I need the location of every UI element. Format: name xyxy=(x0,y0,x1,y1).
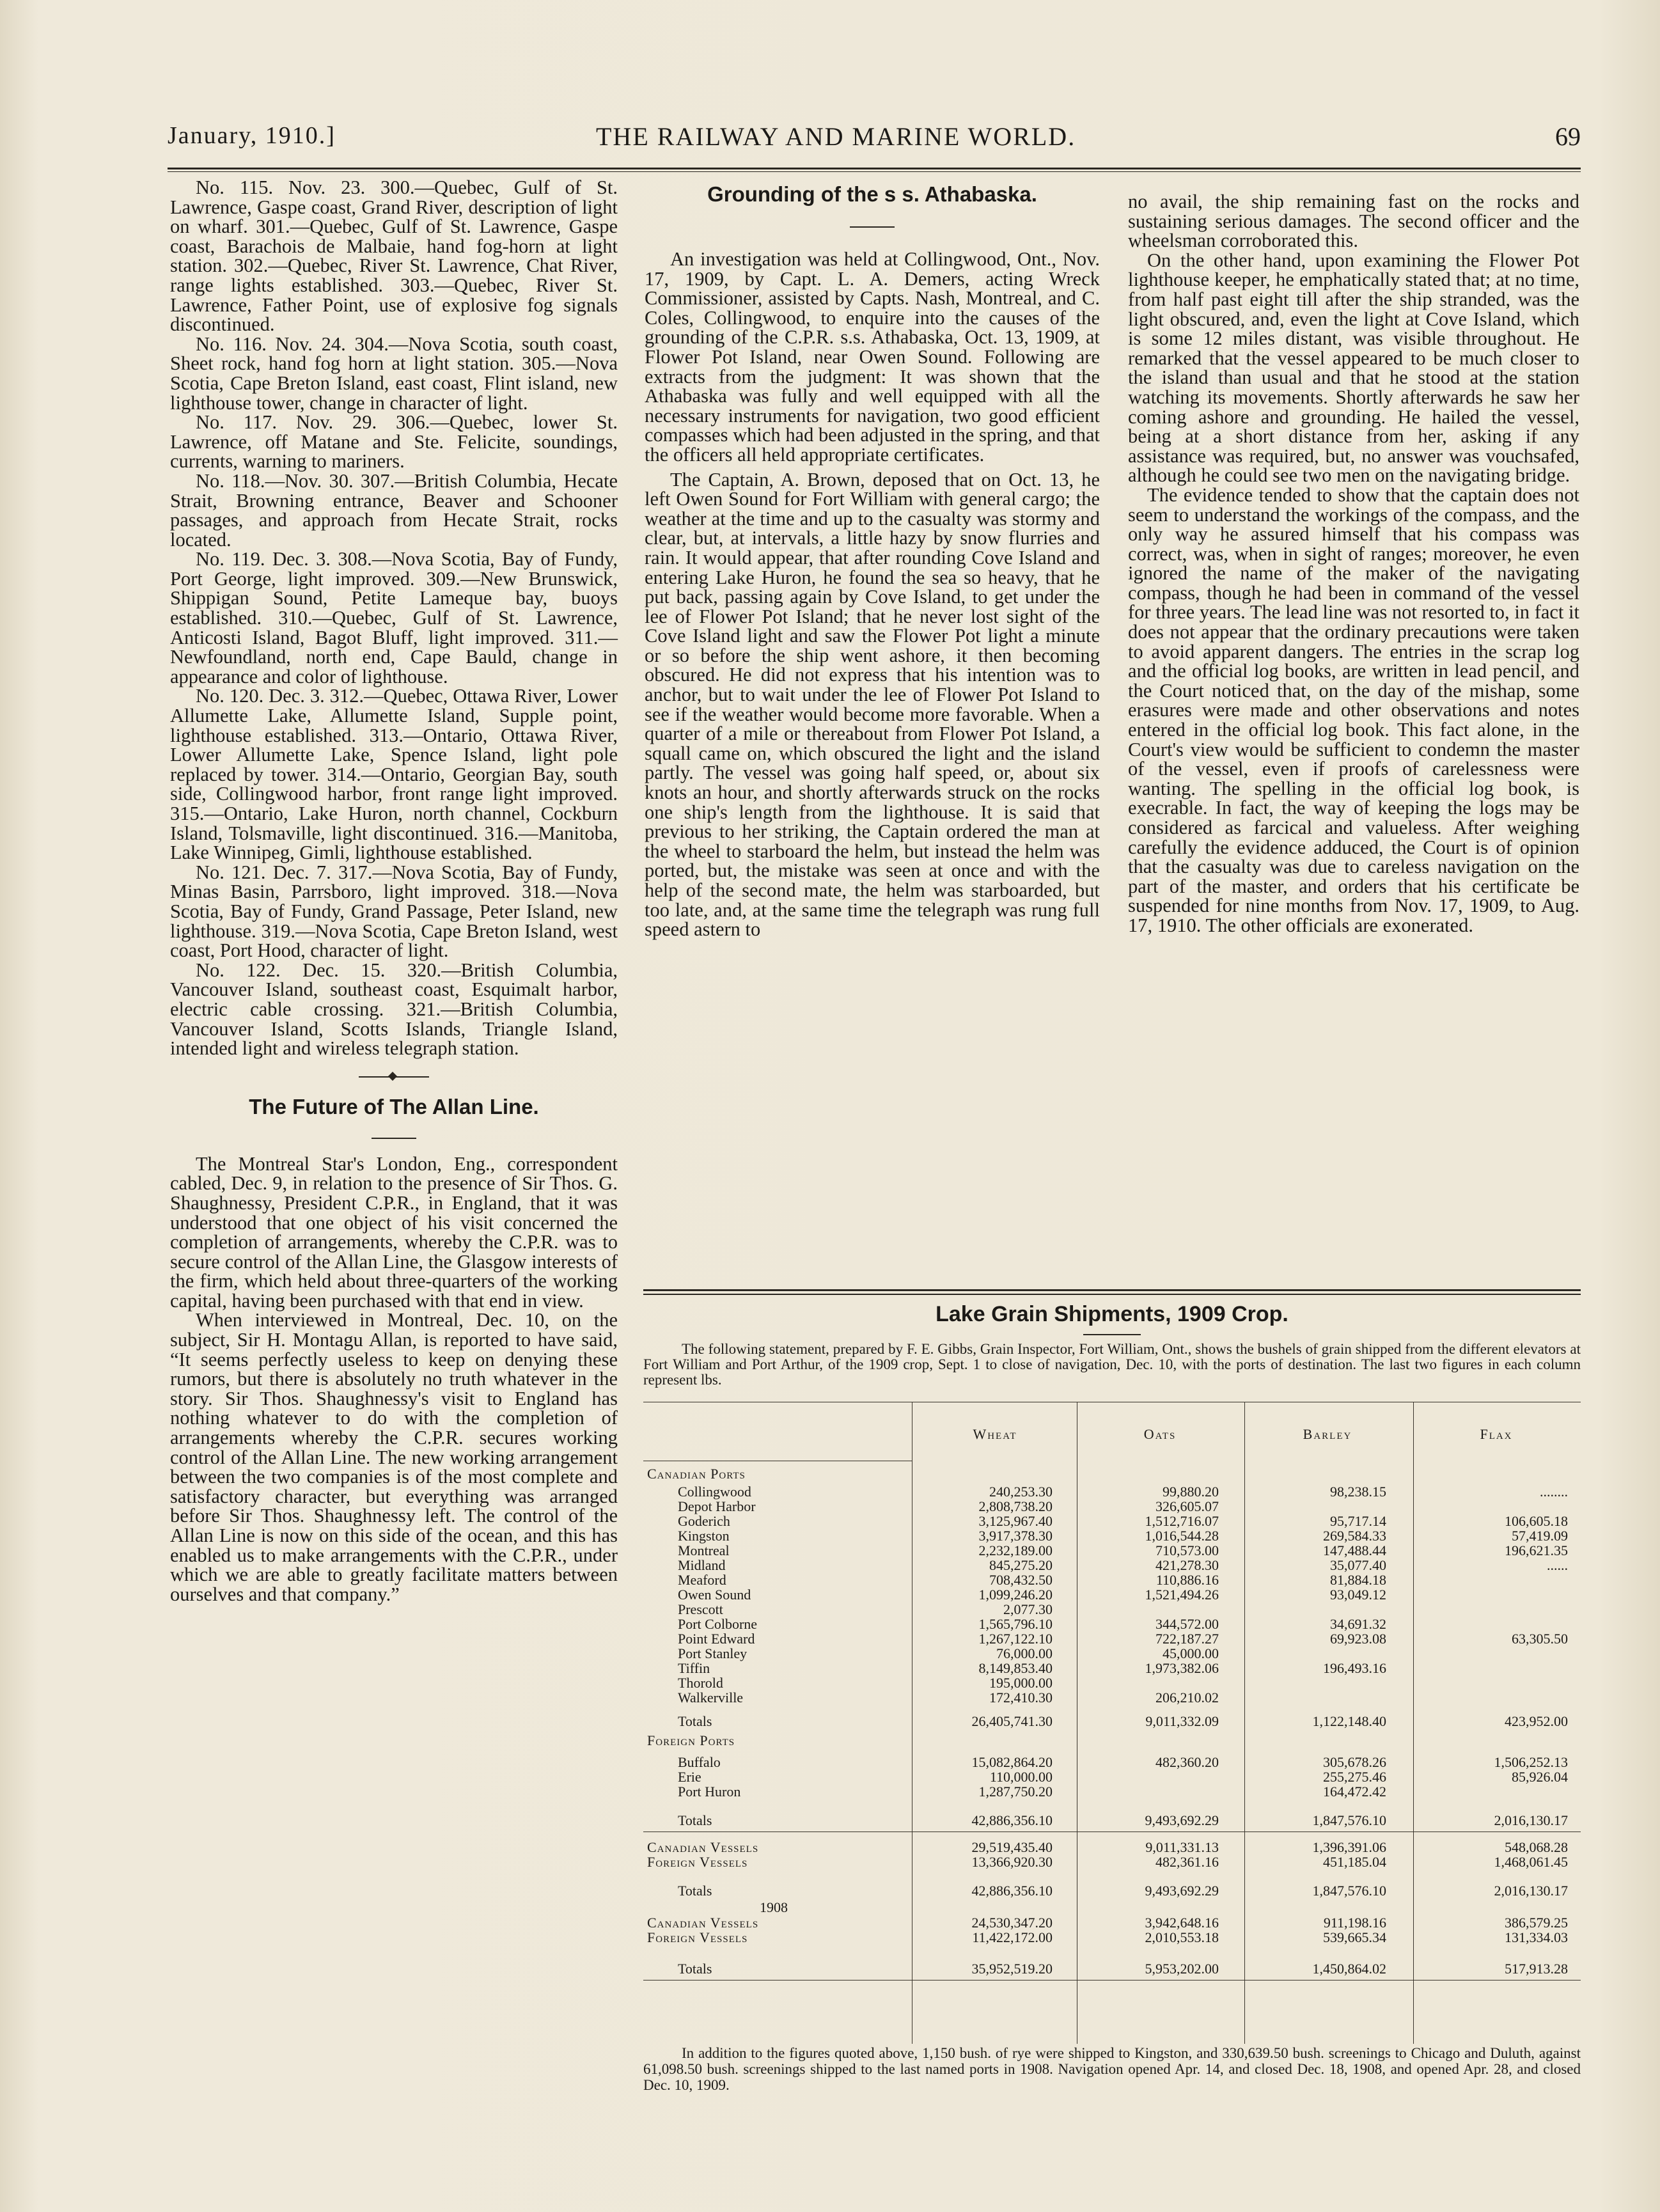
cell-oats: 1,521,494.26 xyxy=(1145,1587,1219,1603)
cell-wheat: 29,519,435.40 xyxy=(971,1839,1053,1855)
athabaska-heading: Grounding of the s s. Athabaska. xyxy=(707,182,1037,206)
cell-barley: 1,122,148.40 xyxy=(1312,1713,1386,1729)
cell-wheat: 24,530,347.20 xyxy=(971,1915,1053,1931)
cell-oats: 421,278.30 xyxy=(1155,1557,1219,1573)
heading-rule xyxy=(1083,1334,1141,1335)
row-label: Prescott xyxy=(678,1601,723,1617)
cell-oats: 482,360.20 xyxy=(1155,1754,1219,1770)
cell-flax: 63,305.50 xyxy=(1512,1631,1568,1647)
cell-flax: 423,952.00 xyxy=(1505,1713,1568,1729)
athabaska-paragraph: An investigation was held at Collingwood, Ont., Nov. 17, 1909, by Capt. L. A. Demers, acting Wreck Commissioner, assisted by Capts. Nash, Montreal, and C. Coles, Collingwood, to enquire into the causes of the grounding of the C.P.R. s.s. Athabaska, Oct. 13, 1909, at Flower Pot Island, near Owen Sound. Following are extracts from the judgment: It was shown that the Athabaska was fully and well equipped with all the necessary instruments for navigation, two good efficient compasses which had been adjusted in the spring, and that the officers all held appropriate certificates. xyxy=(645,248,1100,466)
cell-wheat: 8,149,853.40 xyxy=(978,1660,1053,1676)
column-header-wheat: Wheat xyxy=(973,1426,1017,1442)
cell-barley: 305,678.26 xyxy=(1323,1754,1386,1770)
cell-flax: 2,016,130.17 xyxy=(1494,1812,1568,1828)
cell-barley: 255,275.46 xyxy=(1323,1769,1386,1785)
foreign-ports-label: Foreign Ports xyxy=(647,1732,735,1748)
heading-rule xyxy=(372,1138,416,1139)
cell-oats: 1,973,382.06 xyxy=(1145,1660,1219,1676)
cell-wheat: 3,125,967.40 xyxy=(978,1513,1053,1529)
row-label: Canadian Vessels xyxy=(647,1915,759,1931)
cell-oats: 1,512,716.07 xyxy=(1145,1513,1219,1529)
cell-barley: 196,493.16 xyxy=(1323,1660,1386,1676)
cell-flax: 386,579.25 xyxy=(1505,1915,1568,1931)
column-header-barley: Barley xyxy=(1303,1426,1352,1442)
cell-flax: 1,506,252.13 xyxy=(1494,1754,1568,1770)
cell-wheat: 240,253.30 xyxy=(989,1484,1053,1500)
notice-paragraph: No. 119. Dec. 3. 308.—Nova Scotia, Bay of Fundy, Port George, light improved. 309.—New Brunswick, Shippigan Sound, Petite Lameque bay, buoys established. 310.—Quebec, Gulf of St. Lawrence, Anticosti Island, Bagot Bluff, light improved. 311.—Newfoundland, north end, Cape Bauld, change in appearance and color of lighthouse. xyxy=(170,548,618,687)
cell-flax: 1,468,061.45 xyxy=(1494,1854,1568,1870)
cell-wheat: 1,099,246.20 xyxy=(978,1587,1053,1603)
cell-wheat: 35,952,519.20 xyxy=(971,1961,1053,1977)
notice-paragraph: No. 120. Dec. 3. 312.—Quebec, Ottawa River, Lower Allumette Lake, Allumette Island, Supple point, lighthouse established. 313.—Ontario, Ottawa River, Lower Allumette Lake, Spence Island, light pole replaced by tower. 314.—Ontario, Georgian Bay, south side, Collingwood harbor, front range light improved. 315.—Ontario, Lake Huron, north channel, Cockburn Island, Tolsmaville, light discontinued. 316.—Manitoba, Lake Winnipeg, Gimli, lighthouse established. xyxy=(170,685,618,864)
cell-barley: 1,847,576.10 xyxy=(1312,1812,1386,1828)
row-label: Port Huron xyxy=(678,1784,741,1800)
row-label: Foreign Vessels xyxy=(647,1854,748,1870)
cell-wheat: 1,287,750.20 xyxy=(978,1784,1053,1800)
row-label: Owen Sound xyxy=(678,1587,751,1603)
athabaska-paragraph: The evidence tended to show that the captain does not seem to understand the workings of the compass, and the only way he assured himself that his compass was correct, was, when in sight of ranges; moreover, he even ignored the name of the maker of the navigating compass, though he had been in command of the vessel for three years. The lead line was not resorted to, in fact it does not appear that the ordinary precautions were taken to avoid apparent dangers. The entries in the scrap log and the official log books, are written in lead pencil, and the Court noticed that, on the day of the mishap, some erasures were made and other observations and notes entered in the official log book. This fact alone, in the Court's view would be sufficient to condemn the master of the vessel, even if proofs of carelessness were wanting. The spelling in the official log book, is execrable. In fact, the way of keeping the logs may be considered as farcical and valueless. After weighing carefully the evidence adduced, the Court is of opinion that the casualty was due to careless navigation on the part of the master, and orders that his certificate be suspended for nine months from Nov. 17, 1909, to Aug. 17, 1910. The other officials are exonerated. xyxy=(1128,483,1579,936)
cell-oats: 2,010,553.18 xyxy=(1145,1929,1219,1945)
row-label: Walkerville xyxy=(678,1690,744,1706)
cell-flax: ........ xyxy=(1540,1484,1568,1500)
row-label: Totals xyxy=(678,1961,712,1977)
cell-wheat: 13,366,920.30 xyxy=(971,1854,1053,1870)
row-label: Point Edward xyxy=(678,1631,755,1647)
notice-paragraph: No. 117. Nov. 29. 306.—Quebec, lower St. Lawrence, off Matane and Ste. Felicite, soundings, currents, warning to mariners. xyxy=(170,411,618,473)
cell-barley: 1,396,391.06 xyxy=(1312,1839,1386,1855)
grain-footnote: In addition to the figures quoted above, 1,150 bush. of rye were shipped to Kingston, and 330,639.50 bush. screenings to Chicago and Duluth, against 61,098.50 bush. screenings shipped to the last named ports in 1908. Navigation opened Apr. 14, and closed Dec. 18, 1908, and opened Apr. 28, and closed Dec. 10, 1909. xyxy=(643,2045,1581,2093)
cell-wheat: 76,000.00 xyxy=(996,1645,1053,1661)
cell-barley: 147,488.44 xyxy=(1323,1542,1386,1558)
cell-wheat: 42,886,356.10 xyxy=(971,1883,1053,1899)
allan-paragraph: The Montreal Star's London, Eng., correspondent cabled, Dec. 9, in relation to the presence of Sir Thos. G. Shaughnessy, President C.P.R., in England, that it was understood that one object of his visit concerned the completion of arrangements, whereby the C.P.R. was to secure control of the Allan Line, the Glasgow interests of the firm, which held about three-quarters of the working capital, having been purchased with that end in view. xyxy=(170,1152,618,1312)
cell-barley: 98,238.15 xyxy=(1330,1484,1386,1500)
running-header xyxy=(168,122,1581,160)
row-label: Totals xyxy=(678,1883,712,1899)
row-label: Thorold xyxy=(678,1675,723,1691)
double-rule xyxy=(643,1289,1581,1295)
cell-oats: 99,880.20 xyxy=(1163,1484,1219,1500)
cell-wheat: 26,405,741.30 xyxy=(971,1713,1053,1729)
cell-oats: 9,493,692.29 xyxy=(1145,1812,1219,1828)
athabaska-paragraph: On the other hand, upon examining the Flower Pot lighthouse keeper, he emphatically stated that; at no time, from half past eight till after the ship stranded, was the light obscured, and, even the light at Cove Island, which is some 12 miles distant, was visible throughout. He remarked that the vessel appeared to be much closer to the island than usual and that he stood at the station watching its movements. Shortly afterwards he saw her coming ashore and grounding. He hailed the vessel, being at a short distance from her, asking if any assistance was required, but, no answer was vouchsafed, although he could see two men on the navigating bridge. xyxy=(1128,249,1579,487)
cell-oats: 344,572.00 xyxy=(1155,1616,1219,1632)
table-rule xyxy=(643,1980,1581,1981)
cell-wheat: 2,232,189.00 xyxy=(978,1542,1053,1558)
cell-barley: 1,450,864.02 xyxy=(1312,1961,1386,1977)
notice-paragraph: No. 116. Nov. 24. 304.—Nova Scotia, south coast, Sheet rock, hand fog horn at light station. 305.—Nova Scotia, Cape Breton Island, east coast, Flint island, new lighthouse tower, change in character of light. xyxy=(170,333,618,414)
header-rule xyxy=(168,168,1581,172)
cell-wheat: 195,000.00 xyxy=(989,1675,1053,1691)
header-date: January, 1910.] xyxy=(168,122,336,149)
cell-wheat: 1,267,122.10 xyxy=(978,1631,1053,1647)
cell-barley: 81,884.18 xyxy=(1330,1572,1386,1588)
cell-flax: 106,605.18 xyxy=(1505,1513,1568,1529)
cell-barley: 164,472.42 xyxy=(1323,1784,1386,1800)
cell-barley: 451,185.04 xyxy=(1323,1854,1386,1870)
canadian-ports-label: Canadian Ports xyxy=(647,1466,746,1482)
cell-wheat: 3,917,378.30 xyxy=(978,1528,1053,1544)
column-athabaska-continued xyxy=(1128,192,1579,936)
section-divider xyxy=(359,1076,429,1078)
grain-table xyxy=(643,1402,1581,2041)
notice-paragraph: No. 115. Nov. 23. 300.—Quebec, Gulf of St. Lawrence, Gaspe coast, Grand River, description of light on wharf. 301.—Quebec, Gulf of St. Lawrence, Gaspe coast, Barachois de Malbaie, hand fog-horn at light station. 302.—Quebec, River St. Lawrence, Chat River, range lights established. 303.—Quebec, River St. Lawrence, Father Point, use of explosive fog signals discontinued. xyxy=(170,176,618,336)
row-label: Depot Harbor xyxy=(678,1498,756,1514)
heading-rule xyxy=(850,226,895,228)
cell-wheat: 11,422,172.00 xyxy=(972,1929,1053,1945)
cell-oats: 5,953,202.00 xyxy=(1145,1961,1219,1977)
row-label: Erie xyxy=(678,1769,701,1785)
row-label: Port Stanley xyxy=(678,1645,748,1661)
header-title: THE RAILWAY AND MARINE WORLD. xyxy=(596,122,1076,151)
cell-flax: 85,926.04 xyxy=(1512,1769,1568,1785)
column-header-flax: Flax xyxy=(1480,1426,1513,1442)
cell-wheat: 15,082,864.20 xyxy=(971,1754,1053,1770)
cell-barley: 1,847,576.10 xyxy=(1312,1883,1386,1899)
cell-wheat: 110,000.00 xyxy=(989,1769,1053,1785)
row-label: Port Colborne xyxy=(678,1616,758,1632)
row-label: Midland xyxy=(678,1557,726,1573)
cell-wheat: 2,808,738.20 xyxy=(978,1498,1053,1514)
notice-paragraph: No. 121. Dec. 7. 317.—Nova Scotia, Bay of Fundy, Minas Basin, Parrsboro, light improved. 318.—Nova Scotia, Bay of Fundy, Grand Passage, Peter Island, new lighthouse. 319.—Nova Scotia, Cape Breton Island, west coast, Port Hood, character of light. xyxy=(170,861,618,962)
cell-barley: 93,049.12 xyxy=(1330,1587,1386,1603)
row-label: Buffalo xyxy=(678,1754,721,1770)
row-label: Montreal xyxy=(678,1542,730,1558)
allan-paragraph: When interviewed in Montreal, Dec. 10, on the subject, Sir H. Montagu Allan, is reported to have said, “It seems perfectly useless to keep on denying these rumors, but there is absolutely no truth whatever in the story. Sir Thos. Shaughnessy's visit to England has nothing whatever to do with the completion of arrangements whereby the C.P.R. secures working control of the Allan Line. The new working arrangement between the two companies is of the most complete and satisfactory character, but everything was arranged before Sir Thos. Shaughnessy left. The control of the Allan Line is now on this side of the ocean, and this has enabled us to make arrangements with the C.P.R., under which we are able to greatly facilitate matters between ourselves and that company.” xyxy=(170,1309,618,1605)
cell-flax: 131,334.03 xyxy=(1505,1929,1568,1945)
row-label: Foreign Vessels xyxy=(647,1929,748,1945)
allan-line-heading: The Future of The Allan Line. xyxy=(249,1094,539,1118)
cell-wheat: 1,565,796.10 xyxy=(978,1616,1053,1632)
cell-oats: 110,886.16 xyxy=(1155,1572,1219,1588)
cell-wheat: 845,275.20 xyxy=(989,1557,1053,1573)
cell-flax: 548,068.28 xyxy=(1505,1839,1568,1855)
cell-wheat: 2,077.30 xyxy=(1003,1601,1053,1617)
cell-oats: 45,000.00 xyxy=(1163,1645,1219,1661)
cell-flax: 57,419.09 xyxy=(1512,1528,1568,1544)
cell-oats: 482,361.16 xyxy=(1155,1854,1219,1870)
cell-wheat: 42,886,356.10 xyxy=(971,1812,1053,1828)
row-label: Canadian Vessels xyxy=(647,1839,759,1855)
cell-oats: 1,016,544.28 xyxy=(1145,1528,1219,1544)
column-header-oats: Oats xyxy=(1143,1426,1177,1442)
row-label: Meaford xyxy=(678,1572,726,1588)
cell-barley: 69,923.08 xyxy=(1330,1631,1386,1647)
row-label: Tiffin xyxy=(678,1660,710,1676)
column-notices xyxy=(170,178,618,1604)
cell-oats: 9,493,692.29 xyxy=(1145,1883,1219,1899)
cell-oats: 206,210.02 xyxy=(1155,1690,1219,1706)
year-1908-label: 1908 xyxy=(760,1899,788,1915)
cell-oats: 3,942,648.16 xyxy=(1145,1915,1219,1931)
cell-oats: 710,573.00 xyxy=(1155,1542,1219,1558)
grain-intro: The following statement, prepared by F. E. Gibbs, Grain Inspector, Fort William, Ont., shows the bushels of grain shipped from the different elevators at Fort William and Port Arthur, of the 1909 crop, Sept. 1 to close of navigation, Dec. 10, with the ports of destination. The last two figures in each column represent lbs. xyxy=(643,1341,1581,1388)
cell-oats: 722,187.27 xyxy=(1155,1631,1219,1647)
athabaska-paragraph: no avail, the ship remaining fast on the rocks and sustaining serious damages. The second officer and the wheelsman corroborated this. xyxy=(1128,191,1579,252)
cell-oats: 9,011,332.09 xyxy=(1145,1713,1219,1729)
cell-flax: 2,016,130.17 xyxy=(1494,1883,1568,1899)
column-athabaska xyxy=(645,178,1100,939)
cell-wheat: 708,432.50 xyxy=(989,1572,1053,1588)
notice-paragraph: No. 118.—Nov. 30. 307.—British Columbia, Hecate Strait, Browning entrance, Beaver and Schooner passages, and approach from Hecate Strait, rocks located. xyxy=(170,469,618,551)
cell-barley: 539,665.34 xyxy=(1323,1929,1386,1945)
cell-barley: 35,077.40 xyxy=(1330,1557,1386,1573)
row-label: Totals xyxy=(678,1713,712,1729)
row-label: Goderich xyxy=(678,1513,730,1529)
athabaska-paragraph: The Captain, A. Brown, deposed that on Oct. 13, he left Owen Sound for Fort William with general cargo; the weather at the time and up to the casualty was stormy and clear, but, at intervals, a little hazy by snow flurries and rain. It would appear, that after rounding Cove Island and entering Lake Huron, he found the sea so heavy, that he put back, passing again by Cove Island, to get under the lee of Flower Pot Island; that he never lost sight of the Cove Island light and saw the Flower Pot light a minute or so before the ship went ashore, it then becoming obscured. He did not express that his intention was to anchor, but to wait under the lee of Flower Pot Island to see if the weather would become more favorable. When a quarter of a mile or thereabout from Flower Pot Island, a squall came on, which obscured the light and the island partly. The vessel was going half speed, or, about six knots an hour, and shortly afterwards struck on the rocks one ship's length from the lighthouse. It is said that previous to her striking, the Captain ordered the man at the wheel to starboard the helm, but instead the helm was ported, but, the mistake was seen at once and with the help of the second mate, the helm was starboarded, but too late, and, at the same time the telegraph was rung full speed astern to xyxy=(645,468,1100,941)
grain-shipments-section xyxy=(643,1289,1581,2121)
cell-barley: 269,584.33 xyxy=(1323,1528,1386,1544)
row-label: Totals xyxy=(678,1812,712,1828)
cell-barley: 95,717.14 xyxy=(1330,1513,1386,1529)
cell-barley: 34,691.32 xyxy=(1330,1616,1386,1632)
cell-oats: 326,605.07 xyxy=(1155,1498,1219,1514)
row-label: Collingwood xyxy=(678,1484,751,1500)
cell-flax: ...... xyxy=(1547,1557,1568,1573)
cell-wheat: 172,410.30 xyxy=(989,1690,1053,1706)
cell-barley: 911,198.16 xyxy=(1323,1915,1386,1931)
page-number: 69 xyxy=(1555,122,1581,151)
cell-oats: 9,011,331.13 xyxy=(1145,1839,1219,1855)
notice-paragraph: No. 122. Dec. 15. 320.—British Columbia, Vancouver Island, southeast coast, Esquimalt harbor, electric cable crossing. 321.—British Columbia, Vancouver Island, Scotts Islands, Triangle Island, intended light and wireless telegraph station. xyxy=(170,959,618,1060)
grain-heading: Lake Grain Shipments, 1909 Crop. xyxy=(936,1302,1288,1326)
row-label: Kingston xyxy=(678,1528,730,1544)
cell-flax: 196,621.35 xyxy=(1505,1542,1568,1558)
cell-flax: 517,913.28 xyxy=(1505,1961,1568,1977)
